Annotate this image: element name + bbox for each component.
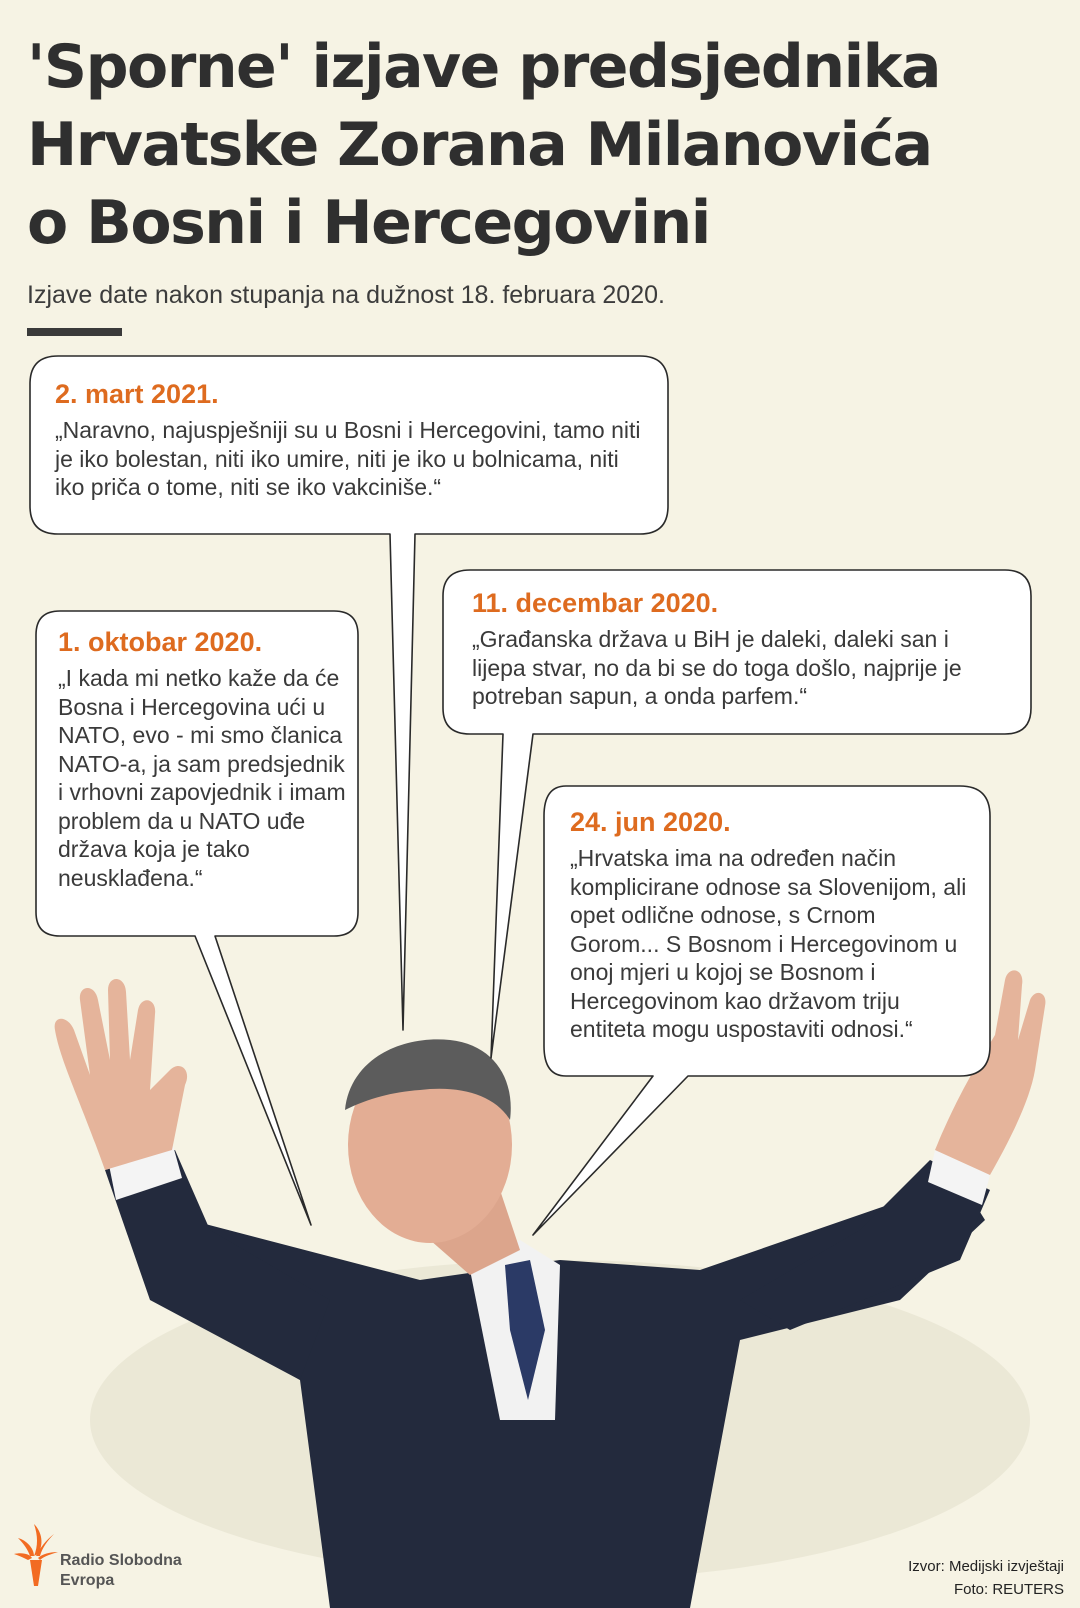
title-line-3: o Bosni i Hercegovini: [27, 188, 710, 258]
rse-logo-text: [60, 1551, 182, 1591]
subtitle: Izjave date nakon stupanja na dužnost 18. februara 2020.: [27, 281, 665, 309]
quote-date: 2. mart 2021.: [55, 379, 219, 409]
quote-1: [55, 378, 645, 502]
quote-date: 11. decembar 2020.: [472, 588, 719, 618]
rse-torch-icon: [12, 1520, 60, 1590]
quote-text: „Građanska država u BiH je daleki, daleki san i lijepa stvar, no da bi se do toga došlo, najprije je potreban sapun, a onda parfem.“: [472, 626, 962, 709]
title-line-1: 'Sporne' izjave predsjednika: [27, 32, 941, 102]
quote-date: 24. jun 2020.: [570, 807, 731, 837]
logo-line-2: Evropa: [60, 1572, 115, 1589]
photo-credit: Foto: REUTERS: [953, 1581, 1064, 1598]
logo-line-1: Radio Slobodna: [60, 1552, 182, 1569]
quote-4: [570, 806, 970, 1044]
quote-text: „Hrvatska ima na određen način komplicirane odnose sa Slovenijom, ali opet odlične odnose, s Crnom Gorom... S Bosnom i Hercegovinom u onoj mjeri u kojoj se Bosnom i Hercegovinom kao državom triju entiteta mogu uspostaviti odnosi.“: [570, 845, 967, 1042]
quote-text: „Naravno, najuspješniji su u Bosni i Hercegovini, tamo niti je iko bolestan, niti iko umire, niti je iko u bolnicama, niti iko priča o tome, niti se iko vakciniše.“: [55, 417, 641, 500]
credits: [908, 1555, 1064, 1601]
source-credit: Izvor: Medijski izvještaji: [908, 1558, 1064, 1575]
title-line-2: Hrvatske Zorana Milanovića: [27, 110, 932, 180]
quote-3: [472, 587, 992, 711]
quote-2: [58, 626, 348, 892]
quote-date: 1. oktobar 2020.: [58, 627, 263, 657]
quote-text: „I kada mi netko kaže da će Bosna i Hercegovina ući u NATO, evo - mi smo članica NATO-a, ja sam predsjednik i vrhovni zapovjednik i imam problem da u NATO uđe država koja je tako neusklađena.“: [58, 665, 346, 891]
